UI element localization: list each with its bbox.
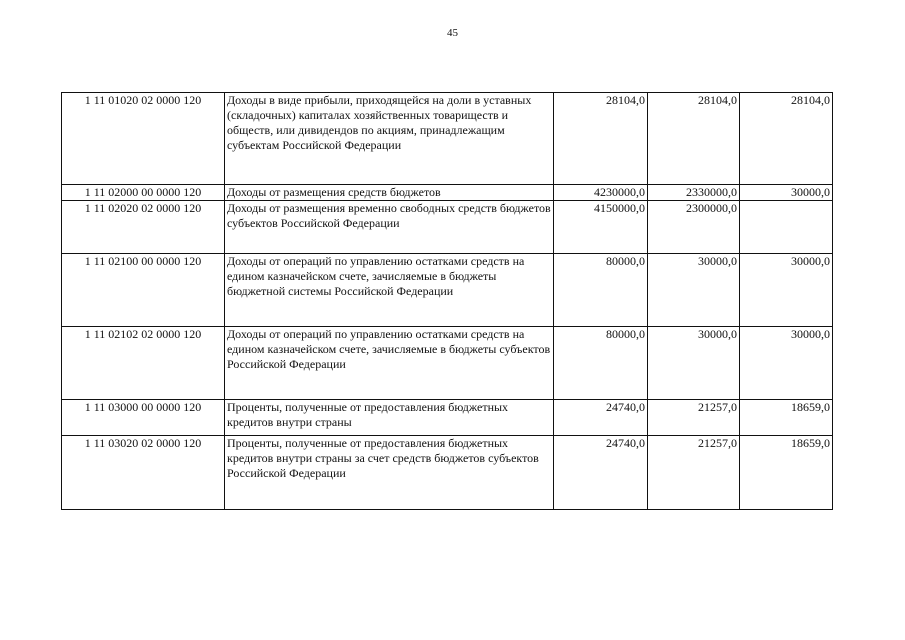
amount-cell-1: 24740,0 xyxy=(554,436,648,510)
amount-cell-2: 30000,0 xyxy=(648,327,740,400)
amount-cell-1: 80000,0 xyxy=(554,254,648,327)
amount-cell-2: 28104,0 xyxy=(648,93,740,185)
budget-code-cell: 1 11 02102 02 0000 120 xyxy=(62,327,225,400)
revenue-name-cell: Проценты, полученные от предоставления бюджетных кредитов внутри страны xyxy=(225,400,554,436)
budget-code-cell: 1 11 03020 02 0000 120 xyxy=(62,436,225,510)
amount-cell-1: 4230000,0 xyxy=(554,185,648,201)
table-row xyxy=(62,201,833,254)
amount-cell-2: 21257,0 xyxy=(648,400,740,436)
table-row xyxy=(62,327,833,400)
amount-cell-3: 18659,0 xyxy=(740,400,833,436)
budget-code-cell: 1 11 03000 00 0000 120 xyxy=(62,400,225,436)
amount-cell-1: 4150000,0 xyxy=(554,201,648,254)
table-row xyxy=(62,185,833,201)
table-row xyxy=(62,400,833,436)
table-row xyxy=(62,254,833,327)
revenue-name-cell: Доходы от размещения средств бюджетов xyxy=(225,185,554,201)
budget-code-cell: 1 11 02000 00 0000 120 xyxy=(62,185,225,201)
amount-cell-3: 30000,0 xyxy=(740,254,833,327)
amount-cell-2: 2330000,0 xyxy=(648,185,740,201)
revenue-name-cell: Доходы от операций по управлению остатками средств на едином казначейском счете, зачисляемые в бюджеты субъектов Российской Федерации xyxy=(225,327,554,400)
budget-revenue-table xyxy=(61,92,833,510)
table-row xyxy=(62,93,833,185)
budget-code-cell: 1 11 01020 02 0000 120 xyxy=(62,93,225,185)
revenue-name-cell: Доходы в виде прибыли, приходящейся на доли в уставных (складочных) капиталах хозяйственных товариществ и обществ, или дивидендов по акциям, принадлежащим субъектам Российской Федерации xyxy=(225,93,554,185)
revenue-name-cell: Проценты, полученные от предоставления бюджетных кредитов внутри страны за счет средств бюджетов субъектов Российской Федерации xyxy=(225,436,554,510)
amount-cell-1: 24740,0 xyxy=(554,400,648,436)
amount-cell-3: 28104,0 xyxy=(740,93,833,185)
page-number: 45 xyxy=(447,27,458,39)
amount-cell-3: 30000,0 xyxy=(740,185,833,201)
revenue-name-cell: Доходы от размещения временно свободных средств бюджетов субъектов Российской Федерации xyxy=(225,201,554,254)
amount-cell-2: 2300000,0 xyxy=(648,201,740,254)
amount-cell-1: 80000,0 xyxy=(554,327,648,400)
amount-cell-2: 21257,0 xyxy=(648,436,740,510)
revenue-name-cell: Доходы от операций по управлению остатками средств на едином казначейском счете, зачисляемые в бюджеты бюджетной системы Российской Федерации xyxy=(225,254,554,327)
table-row xyxy=(62,436,833,510)
amount-cell-3: 30000,0 xyxy=(740,327,833,400)
budget-code-cell: 1 11 02020 02 0000 120 xyxy=(62,201,225,254)
amount-cell-1: 28104,0 xyxy=(554,93,648,185)
amount-cell-3 xyxy=(740,201,833,254)
budget-code-cell: 1 11 02100 00 0000 120 xyxy=(62,254,225,327)
amount-cell-2: 30000,0 xyxy=(648,254,740,327)
amount-cell-3: 18659,0 xyxy=(740,436,833,510)
